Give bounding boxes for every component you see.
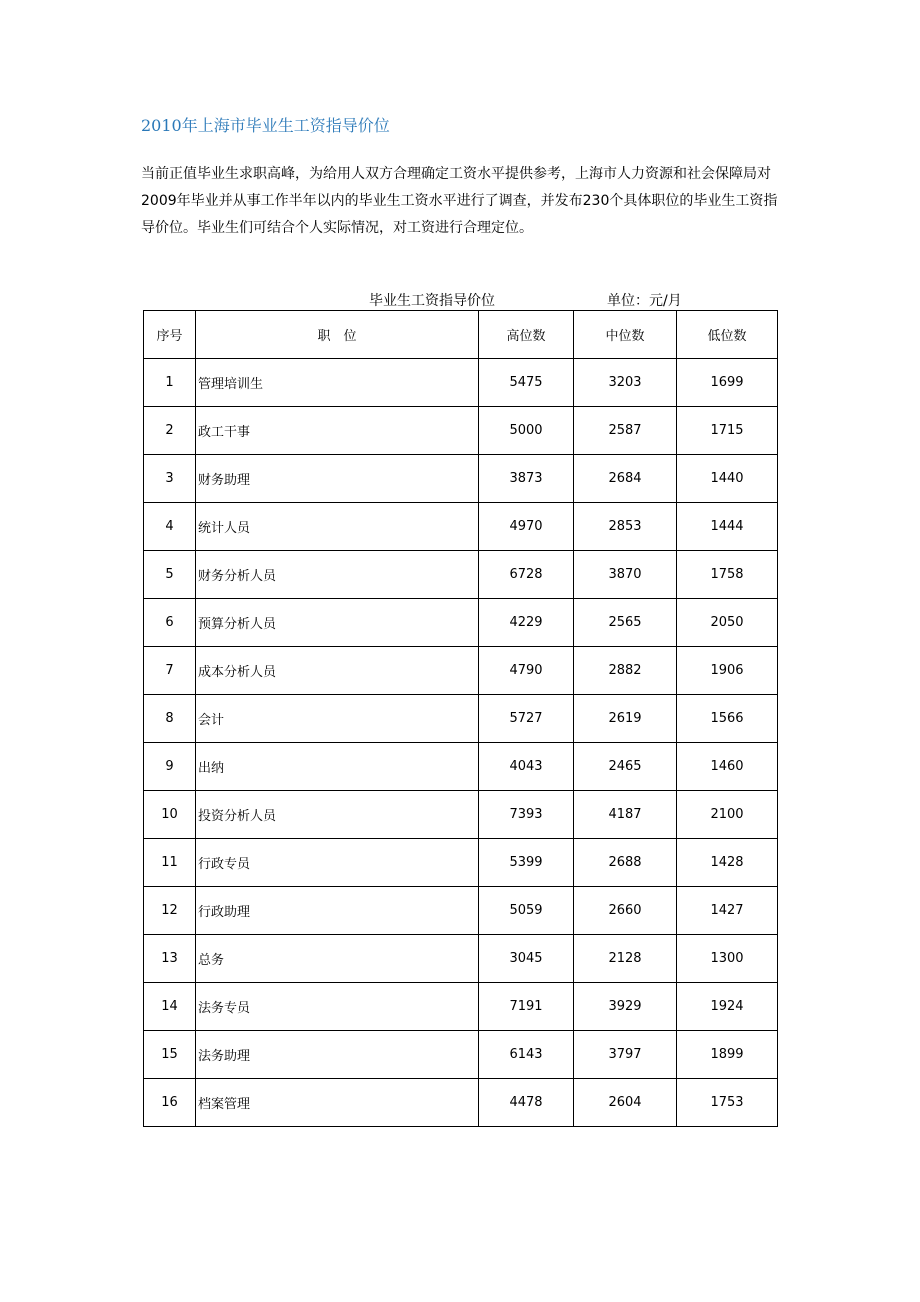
cell-high: 7191: [479, 983, 574, 1031]
cell-high: 5059: [479, 887, 574, 935]
cell-index: 6: [144, 599, 196, 647]
cell-median: 2853: [574, 503, 677, 551]
cell-low: 1699: [677, 359, 778, 407]
cell-position: 财务分析人员: [196, 551, 479, 599]
table-row: [144, 839, 778, 887]
cell-low: 1300: [677, 935, 778, 983]
table-row: [144, 791, 778, 839]
cell-median: 3870: [574, 551, 677, 599]
cell-index: 7: [144, 647, 196, 695]
cell-index: 15: [144, 1031, 196, 1079]
cell-high: 6728: [479, 551, 574, 599]
cell-high: 5000: [479, 407, 574, 455]
cell-low: 2100: [677, 791, 778, 839]
cell-index: 2: [144, 407, 196, 455]
table-row: [144, 407, 778, 455]
cell-position: 政工干事: [196, 407, 479, 455]
cell-median: 2604: [574, 1079, 677, 1127]
table-row: [144, 359, 778, 407]
cell-position: 财务助理: [196, 455, 479, 503]
cell-low: 1444: [677, 503, 778, 551]
table-row: [144, 1079, 778, 1127]
cell-low: 1428: [677, 839, 778, 887]
cell-index: 4: [144, 503, 196, 551]
unit-label: 单位：元/月: [607, 293, 682, 309]
cell-position: 管理培训生: [196, 359, 479, 407]
cell-low: 1899: [677, 1031, 778, 1079]
cell-low: 1460: [677, 743, 778, 791]
header-index: 序号: [144, 311, 196, 359]
cell-median: 4187: [574, 791, 677, 839]
cell-position: 出纳: [196, 743, 479, 791]
cell-index: 14: [144, 983, 196, 1031]
cell-position: 法务助理: [196, 1031, 479, 1079]
cell-high: 4229: [479, 599, 574, 647]
cell-index: 3: [144, 455, 196, 503]
cell-position: 预算分析人员: [196, 599, 479, 647]
cell-high: 4478: [479, 1079, 574, 1127]
cell-index: 9: [144, 743, 196, 791]
cell-median: 2688: [574, 839, 677, 887]
table-row: [144, 1031, 778, 1079]
table-row: [144, 743, 778, 791]
table-row: [144, 503, 778, 551]
table-row: [144, 887, 778, 935]
table-row: [144, 455, 778, 503]
cell-low: 1906: [677, 647, 778, 695]
cell-median: 2619: [574, 695, 677, 743]
cell-median: 2660: [574, 887, 677, 935]
cell-median: 2128: [574, 935, 677, 983]
cell-index: 16: [144, 1079, 196, 1127]
intro-paragraph: [141, 161, 781, 242]
cell-position: 总务: [196, 935, 479, 983]
cell-low: 1924: [677, 983, 778, 1031]
cell-median: 2465: [574, 743, 677, 791]
header-position: 职 位: [196, 311, 479, 359]
cell-index: 12: [144, 887, 196, 935]
cell-position: 档案管理: [196, 1079, 479, 1127]
cell-high: 4790: [479, 647, 574, 695]
document-title: 2010年上海市毕业生工资指导价位: [141, 116, 390, 135]
cell-low: 1758: [677, 551, 778, 599]
intro-text: 当前正值毕业生求职高峰，为给用人双方合理确定工资水平提供参考，上海市人力资源和社会保障局对2009年毕业并从事工作半年以内的毕业生工资水平进行了调查，并发布230个具体职位的毕业生工资指导价位。毕业生们可结合个人实际情况，对工资进行合理定位。: [141, 166, 778, 236]
cell-high: 3873: [479, 455, 574, 503]
cell-high: 4043: [479, 743, 574, 791]
cell-low: 1715: [677, 407, 778, 455]
cell-position: 统计人员: [196, 503, 479, 551]
cell-high: 5727: [479, 695, 574, 743]
cell-index: 1: [144, 359, 196, 407]
salary-table: [143, 310, 778, 1127]
cell-median: 2882: [574, 647, 677, 695]
header-median: 中位数: [574, 311, 677, 359]
table-row: [144, 983, 778, 1031]
cell-index: 8: [144, 695, 196, 743]
header-low: 低位数: [677, 311, 778, 359]
cell-position: 行政专员: [196, 839, 479, 887]
cell-position: 法务专员: [196, 983, 479, 1031]
cell-index: 13: [144, 935, 196, 983]
cell-median: 2565: [574, 599, 677, 647]
header-high: 高位数: [479, 311, 574, 359]
cell-low: 1566: [677, 695, 778, 743]
cell-high: 3045: [479, 935, 574, 983]
cell-position: 会计: [196, 695, 479, 743]
cell-median: 3929: [574, 983, 677, 1031]
cell-high: 4970: [479, 503, 574, 551]
cell-position: 行政助理: [196, 887, 479, 935]
cell-index: 5: [144, 551, 196, 599]
cell-median: 3797: [574, 1031, 677, 1079]
table-row: [144, 695, 778, 743]
cell-index: 11: [144, 839, 196, 887]
cell-index: 10: [144, 791, 196, 839]
table-title: 毕业生工资指导价位: [369, 293, 495, 309]
cell-high: 6143: [479, 1031, 574, 1079]
table-row: [144, 647, 778, 695]
cell-median: 2587: [574, 407, 677, 455]
cell-low: 1753: [677, 1079, 778, 1127]
cell-position: 投资分析人员: [196, 791, 479, 839]
table-row: [144, 935, 778, 983]
cell-median: 3203: [574, 359, 677, 407]
cell-high: 5475: [479, 359, 574, 407]
cell-low: 2050: [677, 599, 778, 647]
cell-high: 5399: [479, 839, 574, 887]
cell-low: 1440: [677, 455, 778, 503]
cell-high: 7393: [479, 791, 574, 839]
table-row: [144, 551, 778, 599]
table-header-row: [144, 311, 778, 359]
cell-median: 2684: [574, 455, 677, 503]
cell-position: 成本分析人员: [196, 647, 479, 695]
table-row: [144, 599, 778, 647]
cell-low: 1427: [677, 887, 778, 935]
